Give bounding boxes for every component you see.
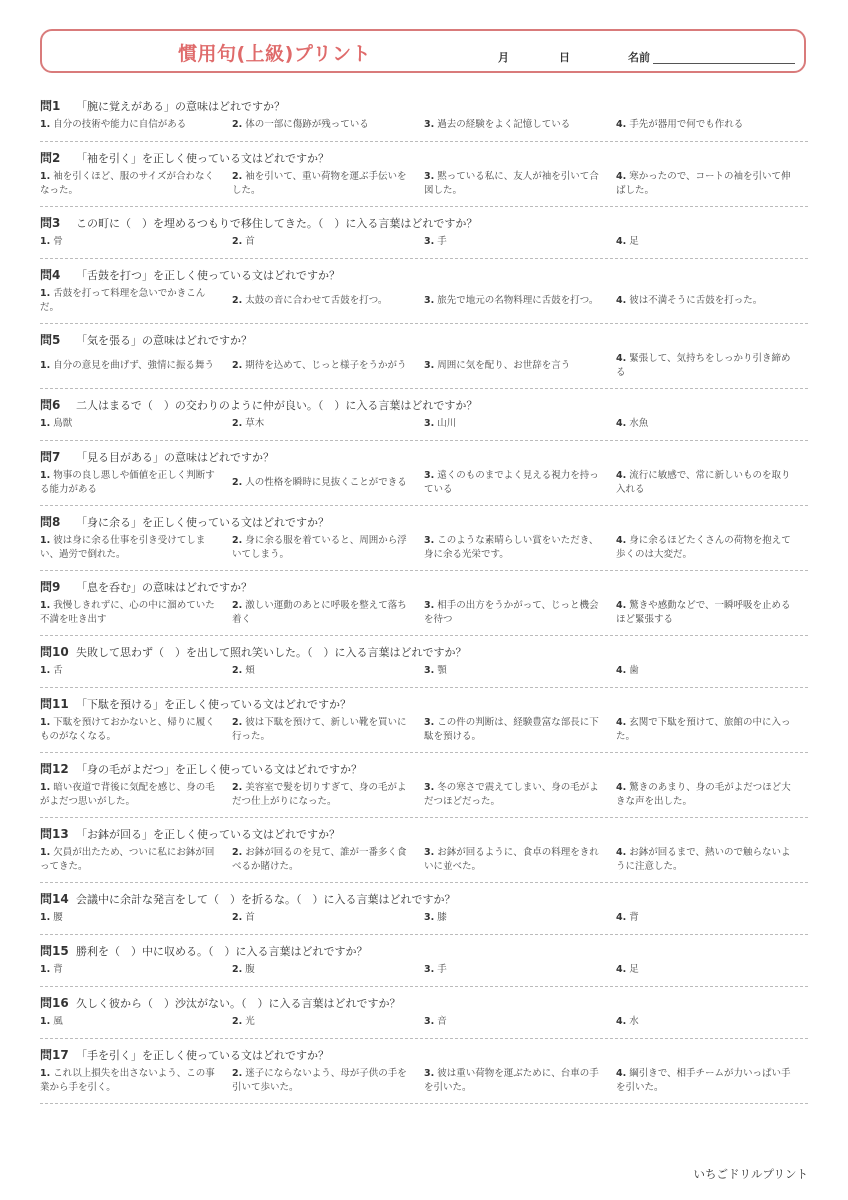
choice-text: 下駄を預けておかないと、帰りに履くものがなくなる。 xyxy=(40,717,215,742)
choice-text: 驚きや感動などで、一瞬呼吸を止めるほど緊張する xyxy=(616,600,791,625)
choice-number: 2. xyxy=(232,847,243,858)
question-text: 「腕に覚えがある」の意味はどれですか？ xyxy=(76,100,285,113)
choice-text: これ以上損失を出さないよう、この事業から手を引く。 xyxy=(40,1068,215,1093)
answer-choice xyxy=(232,598,424,628)
question-header xyxy=(40,207,808,231)
answer-choice xyxy=(616,351,808,381)
answer-choice xyxy=(424,234,616,250)
answer-choice xyxy=(232,533,424,563)
question-header xyxy=(40,389,808,413)
answer-choices xyxy=(40,231,808,250)
choice-number: 3. xyxy=(424,964,435,975)
choice-text: 歯 xyxy=(629,665,639,676)
choice-number: 2. xyxy=(232,360,243,371)
choice-text: 腹 xyxy=(245,964,255,975)
choice-number: 4. xyxy=(616,912,627,923)
choice-number: 2. xyxy=(232,600,243,611)
choice-number: 2. xyxy=(232,1016,243,1027)
answer-choices xyxy=(40,348,808,381)
choice-text: 彼は下駄を預けて、新しい靴を買いに行った。 xyxy=(232,717,407,742)
choice-number: 1. xyxy=(40,847,51,858)
answer-choice xyxy=(40,533,232,563)
choice-number: 3. xyxy=(424,600,435,611)
choice-number: 4. xyxy=(616,236,627,247)
choice-number: 3. xyxy=(424,847,435,858)
choice-text: 首 xyxy=(245,236,255,247)
answer-choice xyxy=(616,533,808,563)
answer-choice xyxy=(616,234,808,250)
answer-choices xyxy=(40,1011,808,1030)
question-block xyxy=(40,935,808,987)
question-block xyxy=(40,818,808,883)
choice-number: 3. xyxy=(424,360,435,371)
answer-choices xyxy=(40,959,808,978)
answer-choice xyxy=(424,351,616,381)
choice-number: 3. xyxy=(424,236,435,247)
answer-choices xyxy=(40,660,808,679)
question-number: 問5 xyxy=(40,333,61,347)
question-text: 「身の毛がよだつ」を正しく使っている文はどれですか？ xyxy=(76,763,362,776)
question-number: 問15 xyxy=(40,944,69,958)
answer-choices xyxy=(40,777,808,810)
answer-choice xyxy=(232,416,424,432)
month-label: 月 xyxy=(498,51,509,64)
question-text: 勝利を（ ）中に収める。（ ）に入る言葉はどれですか？ xyxy=(76,945,368,958)
choice-text: 膝 xyxy=(437,912,447,923)
question-block xyxy=(40,90,808,142)
answer-choice xyxy=(232,351,424,381)
choice-text: 太鼓の音に合わせて舌鼓を打つ。 xyxy=(245,295,388,306)
question-text: 「手を引く」を正しく使っている文はどれですか？ xyxy=(76,1049,329,1062)
choice-text: 物事の良し悪しや価値を正しく判断する能力がある xyxy=(40,470,215,495)
choice-text: 我慢しきれずに、心の中に溜めていた不満を吐き出す xyxy=(40,600,215,625)
choice-number: 4. xyxy=(616,1068,627,1079)
choice-number: 1. xyxy=(40,360,51,371)
answer-choice xyxy=(40,117,232,133)
question-header xyxy=(40,506,808,530)
question-number: 問1 xyxy=(40,99,61,113)
question-number: 問13 xyxy=(40,827,69,841)
choice-text: 水 xyxy=(629,1016,639,1027)
choice-text: 手 xyxy=(437,236,447,247)
answer-choice xyxy=(40,468,232,498)
answer-choice xyxy=(232,234,424,250)
answer-choice xyxy=(424,286,616,316)
answer-choice xyxy=(424,1014,616,1030)
choice-number: 4. xyxy=(616,119,627,130)
choice-number: 3. xyxy=(424,912,435,923)
answer-choice xyxy=(616,910,808,926)
answer-choice xyxy=(40,962,232,978)
choice-text: お鉢が回るのを見て、誰が一番多く食べるか賭けた。 xyxy=(232,847,407,872)
question-header xyxy=(40,987,808,1011)
answer-choice xyxy=(232,286,424,316)
choice-text: 舌 xyxy=(53,665,63,676)
question-number: 問9 xyxy=(40,580,61,594)
answer-choice xyxy=(424,117,616,133)
choice-text: 身に余る服を着ていると、周囲から浮いてしまう。 xyxy=(232,535,407,560)
question-block xyxy=(40,389,808,441)
answer-choice xyxy=(40,715,232,745)
question-text: 失敗して思わず（ ）を出して照れ笑いした。（ ）に入る言葉はどれですか？ xyxy=(76,646,467,659)
choice-text: 身に余るほどたくさんの荷物を抱えて歩くのは大変だ。 xyxy=(616,535,791,560)
question-text: 「舌鼓を打つ」を正しく使っている文はどれですか？ xyxy=(76,269,340,282)
choice-number: 2. xyxy=(232,1068,243,1079)
choice-text: このような素晴らしい賞をいただき、身に余る光栄です。 xyxy=(424,535,599,560)
answer-choice xyxy=(232,780,424,810)
choice-text: 舌鼓を打って料理を急いでかきこんだ。 xyxy=(40,288,206,313)
question-number: 問10 xyxy=(40,645,69,659)
question-number: 問4 xyxy=(40,268,61,282)
question-number: 問2 xyxy=(40,151,61,165)
question-block xyxy=(40,883,808,935)
answer-choice xyxy=(424,1066,616,1096)
question-block xyxy=(40,688,808,753)
choice-text: 迷子にならないよう、母が子供の手を引いて歩いた。 xyxy=(232,1068,407,1093)
answer-choice xyxy=(424,715,616,745)
answer-choice xyxy=(40,910,232,926)
answer-choice xyxy=(616,715,808,745)
answer-choice xyxy=(616,286,808,316)
choice-number: 4. xyxy=(616,295,627,306)
answer-choice xyxy=(424,416,616,432)
choice-number: 3. xyxy=(424,470,435,481)
choice-text: 緊張して、気持ちをしっかり引き締める xyxy=(616,353,791,378)
answer-choices xyxy=(40,530,808,563)
question-header xyxy=(40,90,808,114)
choice-number: 3. xyxy=(424,1068,435,1079)
choice-number: 4. xyxy=(616,847,627,858)
question-text: この町に（ ）を埋めるつもりで移住してきた。（ ）に入る言葉はどれですか？ xyxy=(76,217,478,230)
question-block xyxy=(40,259,808,324)
question-text: 「息を呑む」の意味はどれですか？ xyxy=(76,581,252,594)
choice-text: 綱引きで、相手チームが力いっぱい手を引いた。 xyxy=(616,1068,791,1093)
answer-choices xyxy=(40,842,808,875)
day-label: 日 xyxy=(559,51,570,64)
answer-choice xyxy=(40,1014,232,1030)
choice-text: お鉢が回るように、食卓の料理をきれいに並べた。 xyxy=(424,847,599,872)
question-block xyxy=(40,636,808,688)
choice-text: 腰 xyxy=(53,912,63,923)
question-block xyxy=(40,324,808,389)
question-number: 問12 xyxy=(40,762,69,776)
answer-choice xyxy=(616,845,808,875)
choice-text: 暗い夜道で背後に気配を感じ、身の毛がよだつ思いがした。 xyxy=(40,782,215,807)
choice-number: 2. xyxy=(232,171,243,182)
choice-number: 4. xyxy=(616,665,627,676)
answer-choices xyxy=(40,1063,808,1096)
answer-choice xyxy=(616,1014,808,1030)
name-blank-line xyxy=(653,63,795,64)
answer-choices xyxy=(40,166,808,199)
question-number: 問11 xyxy=(40,697,69,711)
question-block xyxy=(40,987,808,1039)
name-label: 名前 xyxy=(628,51,650,64)
answer-choice xyxy=(40,598,232,628)
choice-text: 流行に敏感で、常に新しいものを取り入れる xyxy=(616,470,791,495)
answer-choice xyxy=(424,910,616,926)
question-block xyxy=(40,506,808,571)
choice-text: 彼は重い荷物を運ぶために、台車の手を引いた。 xyxy=(424,1068,599,1093)
choice-number: 2. xyxy=(232,535,243,546)
choice-number: 4. xyxy=(616,535,627,546)
answer-choice xyxy=(424,598,616,628)
question-header xyxy=(40,259,808,283)
answer-choice xyxy=(40,663,232,679)
question-text: 「袖を引く」を正しく使っている文はどれですか？ xyxy=(76,152,329,165)
choice-text: 驚きのあまり、身の毛がよだつほど大きな声を出した。 xyxy=(616,782,791,807)
choice-number: 3. xyxy=(424,665,435,676)
question-text: 二人はまるで（ ）の交わりのように仲が良い。（ ）に入る言葉はどれですか？ xyxy=(76,399,478,412)
choice-text: 鳥獣 xyxy=(53,418,73,429)
choice-number: 1. xyxy=(40,665,51,676)
answer-choice xyxy=(616,416,808,432)
answer-choice xyxy=(616,468,808,498)
answer-choice xyxy=(616,169,808,199)
choice-text: 冬の寒さで震えてしまい、身の毛がよだつほどだった。 xyxy=(424,782,599,807)
choice-text: 手先が器用で何でも作れる xyxy=(629,119,744,130)
answer-choice xyxy=(40,780,232,810)
choice-text: 激しい運動のあとに呼吸を整えて落ち着く xyxy=(232,600,407,625)
worksheet-title: 慣用句(上級)プリント xyxy=(178,43,372,65)
choice-number: 4. xyxy=(616,600,627,611)
question-number: 問8 xyxy=(40,515,61,529)
answer-choice xyxy=(232,715,424,745)
choice-number: 1. xyxy=(40,470,51,481)
answer-choice xyxy=(232,468,424,498)
choice-text: 光 xyxy=(245,1016,255,1027)
choice-number: 4. xyxy=(616,353,627,364)
question-header xyxy=(40,753,808,777)
choice-number: 1. xyxy=(40,288,51,299)
answer-choice xyxy=(616,117,808,133)
question-header xyxy=(40,935,808,959)
question-text: 「気を張る」の意味はどれですか？ xyxy=(76,334,252,347)
choice-text: 旅先で地元の名物料理に舌鼓を打つ。 xyxy=(437,295,599,306)
question-header xyxy=(40,688,808,712)
question-header xyxy=(40,324,808,348)
choice-text: 黙っている私に、友人が袖を引いて合図した。 xyxy=(424,171,599,196)
choice-text: 玄関で下駄を預けて、旅館の中に入った。 xyxy=(616,717,791,742)
choice-text: 体の一部に傷跡が残っている xyxy=(245,119,369,130)
choice-text: 足 xyxy=(629,236,639,247)
answer-choice xyxy=(232,1014,424,1030)
answer-choice xyxy=(616,1066,808,1096)
question-list xyxy=(40,90,808,1104)
choice-number: 3. xyxy=(424,1016,435,1027)
question-header xyxy=(40,636,808,660)
choice-number: 1. xyxy=(40,782,51,793)
answer-choices xyxy=(40,712,808,745)
choice-text: 背 xyxy=(53,964,63,975)
choice-number: 3. xyxy=(424,119,435,130)
question-block xyxy=(40,753,808,818)
answer-choices xyxy=(40,595,808,628)
choice-text: 顎 xyxy=(437,665,447,676)
question-header xyxy=(40,142,808,166)
choice-number: 2. xyxy=(232,477,243,488)
answer-choice xyxy=(616,598,808,628)
choice-number: 4. xyxy=(616,964,627,975)
answer-choice xyxy=(40,351,232,381)
answer-choice xyxy=(424,663,616,679)
choice-text: 相手の出方をうかがって、じっと機会を待つ xyxy=(424,600,599,625)
question-text: 久しく彼から（ ）沙汰がない。（ ）に入る言葉はどれですか？ xyxy=(76,997,401,1010)
question-block xyxy=(40,441,808,506)
question-number: 問6 xyxy=(40,398,61,412)
choice-text: 周囲に気を配り、お世辞を言う xyxy=(437,360,571,371)
question-number: 問16 xyxy=(40,996,69,1010)
choice-number: 3. xyxy=(424,717,435,728)
choice-text: 期待を込めて、じっと様子をうかがう xyxy=(245,360,407,371)
choice-number: 3. xyxy=(424,535,435,546)
question-text: 「下駄を預ける」を正しく使っている文はどれですか？ xyxy=(76,698,351,711)
choice-number: 4. xyxy=(616,782,627,793)
question-header xyxy=(40,571,808,595)
choice-text: 風 xyxy=(53,1016,63,1027)
choice-text: 過去の経験をよく記憶している xyxy=(437,119,571,130)
question-text: 「身に余る」を正しく使っている文はどれですか？ xyxy=(76,516,329,529)
worksheet-header xyxy=(40,29,806,73)
choice-number: 2. xyxy=(232,665,243,676)
answer-choice xyxy=(40,416,232,432)
choice-number: 1. xyxy=(40,1068,51,1079)
choice-number: 1. xyxy=(40,418,51,429)
answer-choice xyxy=(424,533,616,563)
choice-number: 1. xyxy=(40,717,51,728)
choice-number: 1. xyxy=(40,1016,51,1027)
answer-choice xyxy=(616,780,808,810)
choice-number: 2. xyxy=(232,912,243,923)
question-number: 問7 xyxy=(40,450,61,464)
answer-choices xyxy=(40,413,808,432)
choice-text: 骨 xyxy=(53,236,63,247)
choice-number: 2. xyxy=(232,418,243,429)
choice-number: 3. xyxy=(424,171,435,182)
answer-choice xyxy=(616,663,808,679)
choice-number: 3. xyxy=(424,418,435,429)
choice-text: 寒かったので、コートの袖を引いて伸ばした。 xyxy=(616,171,791,196)
question-header xyxy=(40,441,808,465)
answer-choices xyxy=(40,907,808,926)
choice-number: 4. xyxy=(616,1016,627,1027)
answer-choice xyxy=(424,845,616,875)
choice-number: 2. xyxy=(232,782,243,793)
answer-choice xyxy=(40,169,232,199)
choice-number: 2. xyxy=(232,236,243,247)
choice-text: 彼は不満そうに舌鼓を打った。 xyxy=(629,295,763,306)
answer-choice xyxy=(232,1066,424,1096)
choice-text: 音 xyxy=(437,1016,447,1027)
choice-text: 自分の意見を曲げず、強情に振る舞う xyxy=(53,360,214,371)
choice-text: この件の判断は、経験豊富な部長に下駄を預ける。 xyxy=(424,717,599,742)
choice-number: 1. xyxy=(40,535,51,546)
answer-choice xyxy=(424,468,616,498)
question-header xyxy=(40,883,808,907)
choice-number: 3. xyxy=(424,295,435,306)
choice-text: 足 xyxy=(629,964,639,975)
choice-number: 4. xyxy=(616,717,627,728)
choice-number: 2. xyxy=(232,717,243,728)
answer-choice xyxy=(232,169,424,199)
choice-number: 2. xyxy=(232,295,243,306)
choice-number: 1. xyxy=(40,119,51,130)
question-block xyxy=(40,1039,808,1104)
question-block xyxy=(40,142,808,207)
choice-text: 頬 xyxy=(245,665,255,676)
answer-choice xyxy=(616,962,808,978)
choice-number: 2. xyxy=(232,119,243,130)
answer-choice xyxy=(232,845,424,875)
answer-choices xyxy=(40,283,808,316)
choice-number: 4. xyxy=(616,171,627,182)
question-text: 会議中に余計な発言をして（ ）を折るな。（ ）に入る言葉はどれですか？ xyxy=(76,893,456,906)
choice-number: 1. xyxy=(40,912,51,923)
choice-number: 3. xyxy=(424,782,435,793)
choice-text: 欠員が出たため、ついに私にお鉢が回ってきた。 xyxy=(40,847,215,872)
choice-number: 1. xyxy=(40,236,51,247)
answer-choice xyxy=(40,845,232,875)
question-number: 問17 xyxy=(40,1048,69,1062)
question-text: 「見る目がある」の意味はどれですか？ xyxy=(76,451,274,464)
question-number: 問3 xyxy=(40,216,61,230)
choice-text: 袖を引いて、重い荷物を運ぶ手伝いをした。 xyxy=(232,171,407,196)
choice-text: 美容室で髪を切りすぎて、身の毛がよだつ仕上がりになった。 xyxy=(232,782,407,807)
answer-choice xyxy=(232,117,424,133)
choice-text: 自分の技術や能力に自信がある xyxy=(53,119,187,130)
answer-choice xyxy=(232,663,424,679)
choice-number: 1. xyxy=(40,600,51,611)
choice-text: 手 xyxy=(437,964,447,975)
choice-number: 1. xyxy=(40,171,51,182)
choice-text: 首 xyxy=(245,912,255,923)
answer-choices xyxy=(40,465,808,498)
choice-text: お鉢が回るまで、熱いので触らないように注意した。 xyxy=(616,847,791,872)
question-number: 問14 xyxy=(40,892,69,906)
choice-text: 遠くのものまでよく見える視力を持っている xyxy=(424,470,599,495)
answer-choice xyxy=(424,962,616,978)
choice-number: 4. xyxy=(616,470,627,481)
choice-text: 水魚 xyxy=(629,418,649,429)
question-text: 「お鉢が回る」を正しく使っている文はどれですか？ xyxy=(76,828,340,841)
question-block xyxy=(40,571,808,636)
choice-text: 彼は身に余る仕事を引き受けてしまい、過労で倒れた。 xyxy=(40,535,206,560)
choice-text: 人の性格を瞬時に見抜くことができる xyxy=(245,477,407,488)
choice-text: 袖を引くほど、服のサイズが合わなくなった。 xyxy=(40,171,214,196)
question-block xyxy=(40,207,808,259)
answer-choices xyxy=(40,114,808,133)
answer-choice xyxy=(424,169,616,199)
answer-choice xyxy=(424,780,616,810)
footer-brand: いちごドリルプリント xyxy=(693,1167,808,1181)
answer-choice xyxy=(40,234,232,250)
choice-text: 草木 xyxy=(245,418,265,429)
choice-number: 4. xyxy=(616,418,627,429)
choice-text: 背 xyxy=(629,912,639,923)
answer-choice xyxy=(40,286,232,316)
choice-text: 山川 xyxy=(437,418,457,429)
answer-choice xyxy=(232,910,424,926)
question-header xyxy=(40,1039,808,1063)
question-header xyxy=(40,818,808,842)
choice-number: 2. xyxy=(232,964,243,975)
choice-number: 1. xyxy=(40,964,51,975)
answer-choice xyxy=(232,962,424,978)
answer-choice xyxy=(40,1066,232,1096)
